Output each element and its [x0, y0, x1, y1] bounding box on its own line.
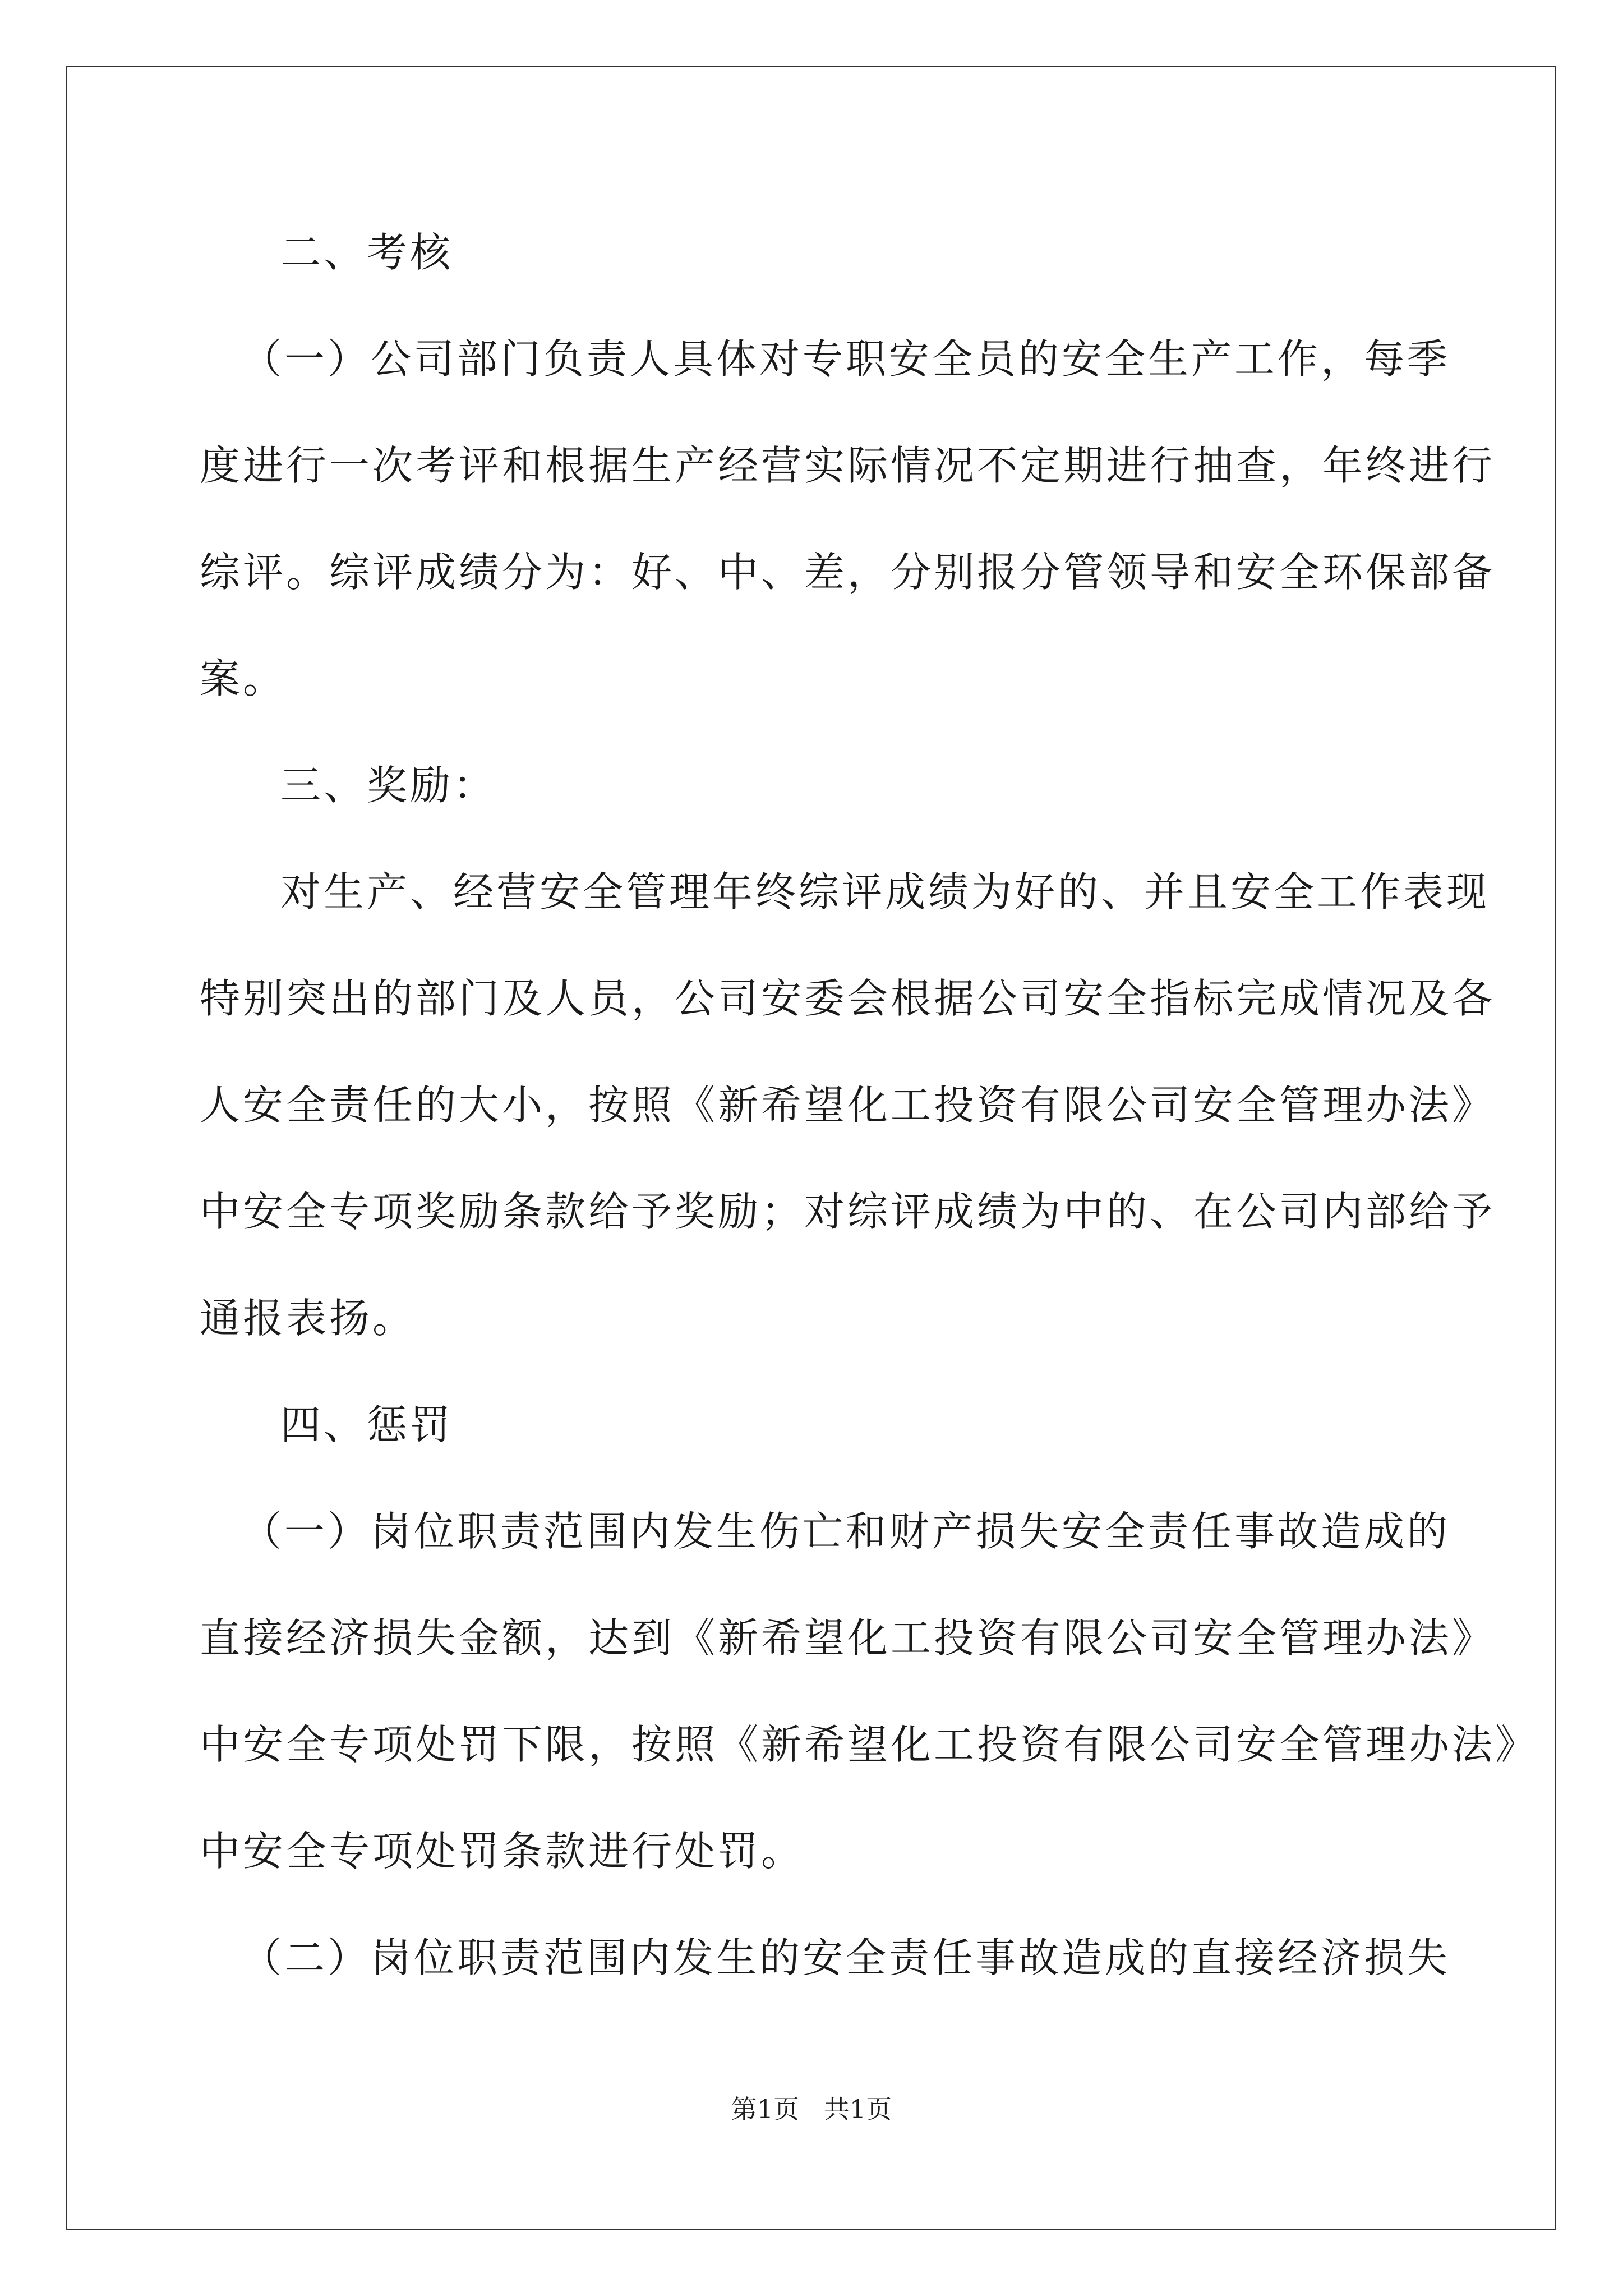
paragraph-line: 通报表扬。 [200, 1295, 416, 1342]
paragraph-line: 直接经济损失金额，达到《新希望化工投资有限公司安全管理办法》 [200, 1614, 1496, 1662]
section-heading-penalties: 四、惩罚 [280, 1401, 454, 1448]
section-heading-rewards: 三、奖励： [280, 762, 497, 809]
paragraph-line: （一）岗位职责范围内发生伤亡和财产损失安全责任事故造成的 [241, 1508, 1451, 1555]
paragraph-line: 人安全责任的大小，按照《新希望化工投资有限公司安全管理办法》 [200, 1082, 1496, 1129]
page-border [66, 66, 1556, 2230]
section-heading-assessment: 二、考核 [280, 229, 454, 276]
page-number-footer: 第1页 共1页 [731, 2094, 892, 2124]
paragraph-line: 特别突出的部门及人员，公司安委会根据公司安全指标完成情况及各 [200, 975, 1496, 1022]
paragraph-line: 对生产、经营安全管理年终综评成绩为好的、并且安全工作表现 [280, 868, 1490, 915]
paragraph-line: （一）公司部门负责人具体对专职安全员的安全生产工作，每季 [241, 335, 1451, 383]
paragraph-line: 综评。综评成绩分为：好、中、差，分别报分管领导和安全环保部备 [200, 549, 1496, 596]
paragraph-line: 度进行一次考评和根据生产经营实际情况不定期进行抽查，年终进行 [200, 442, 1496, 489]
paragraph-line: （二）岗位职责范围内发生的安全责任事故造成的直接经济损失 [241, 1934, 1451, 1981]
paragraph-line: 中安全专项处罚条款进行处罚。 [200, 1828, 805, 1875]
paragraph-line: 中安全专项奖励条款给予奖励；对综评成绩为中的、在公司内部给予 [200, 1188, 1496, 1235]
paragraph-line: 案。 [200, 655, 287, 702]
paragraph-line: 中安全专项处罚下限，按照《新希望化工投资有限公司安全管理办法》 [200, 1721, 1539, 1768]
